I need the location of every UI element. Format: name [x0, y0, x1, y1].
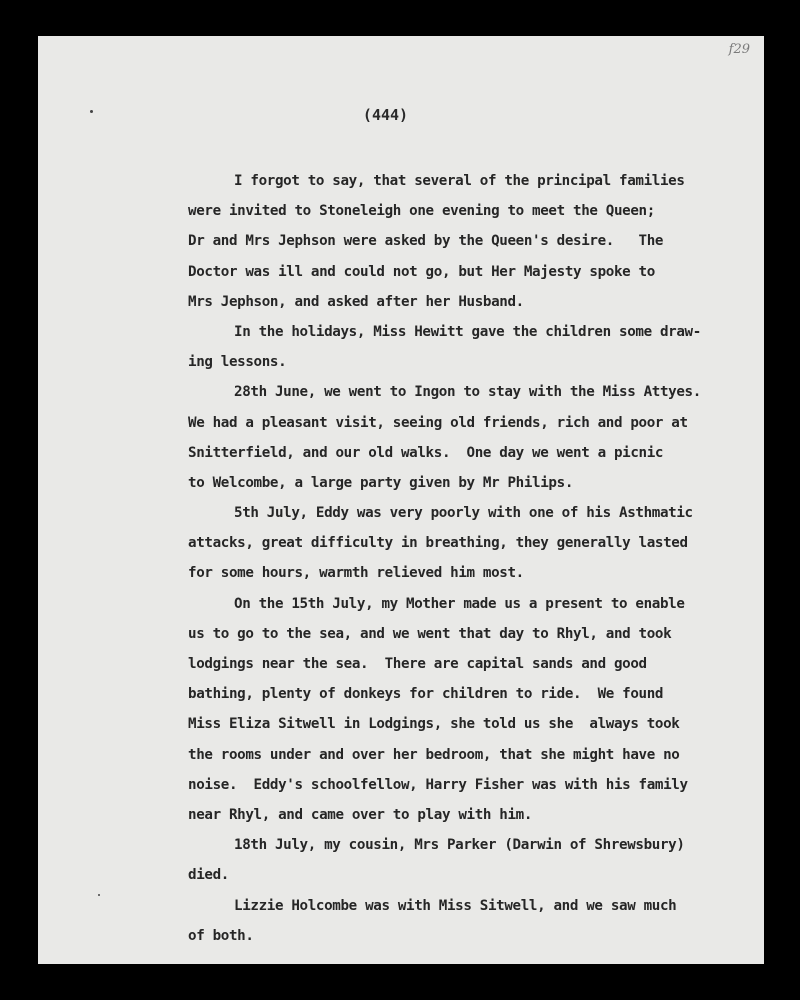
folio-number: f29: [728, 42, 750, 57]
text-line: Lizzie Holcombe was with Miss Sitwell, and we saw much: [234, 897, 677, 914]
text-line: We had a pleasant visit, seeing old friends, rich and poor at: [188, 414, 688, 431]
text-line: died.: [188, 867, 229, 884]
text-line: to Welcombe, a large party given by Mr Philips.: [188, 474, 574, 491]
text-line: of both.: [188, 927, 254, 944]
text-line: near Rhyl, and came over to play with him.: [188, 806, 533, 823]
text-line: for some hours, warmth relieved him most.: [188, 565, 524, 582]
text-line: noise. Eddy's schoolfellow, Harry Fisher was with his family: [188, 776, 688, 793]
text-line: ing lessons.: [188, 354, 287, 371]
text-line: 5th July, Eddy was very poorly with one of his Asthmatic: [234, 505, 693, 522]
text-line: were invited to Stoneleigh one evening to meet the Queen;: [188, 203, 655, 220]
text-line: Snitterfield, and our old walks. One day we went a picnic: [188, 444, 664, 461]
page-number: (444): [362, 106, 409, 124]
text-line: 18th July, my cousin, Mrs Parker (Darwin of Shrewsbury): [234, 837, 685, 854]
text-line: Mrs Jephson, and asked after her Husband.: [188, 293, 524, 310]
text-line: Doctor was ill and could not go, but Her Majesty spoke to: [188, 263, 655, 280]
text-line: the rooms under and over her bedroom, that she might have no: [188, 746, 680, 763]
text-line: us to go to the sea, and we went that day to Rhyl, and took: [188, 625, 672, 642]
text-line: On the 15th July, my Mother made us a present to enable: [234, 595, 685, 612]
text-line: 28th June, we went to Ingon to stay with the Miss Attyes.: [234, 384, 701, 401]
text-line: bathing, plenty of donkeys for children to ride. We found: [188, 686, 664, 703]
text-line: lodgings near the sea. There are capital sands and good: [188, 656, 647, 672]
text-line: In the holidays, Miss Hewitt gave the children some draw-: [234, 323, 701, 340]
margin-mark: [98, 894, 100, 896]
text-line: attacks, great difficulty in breathing, they generally lasted: [188, 535, 688, 552]
text-line: Dr and Mrs Jephson were asked by the Queen's desire. The: [188, 233, 664, 250]
text-line: I forgot to say, that several of the principal families: [234, 173, 685, 189]
document-page: [38, 36, 764, 964]
text-line: Miss Eliza Sitwell in Lodgings, she told us she always took: [188, 716, 680, 733]
body-text: [188, 166, 758, 951]
